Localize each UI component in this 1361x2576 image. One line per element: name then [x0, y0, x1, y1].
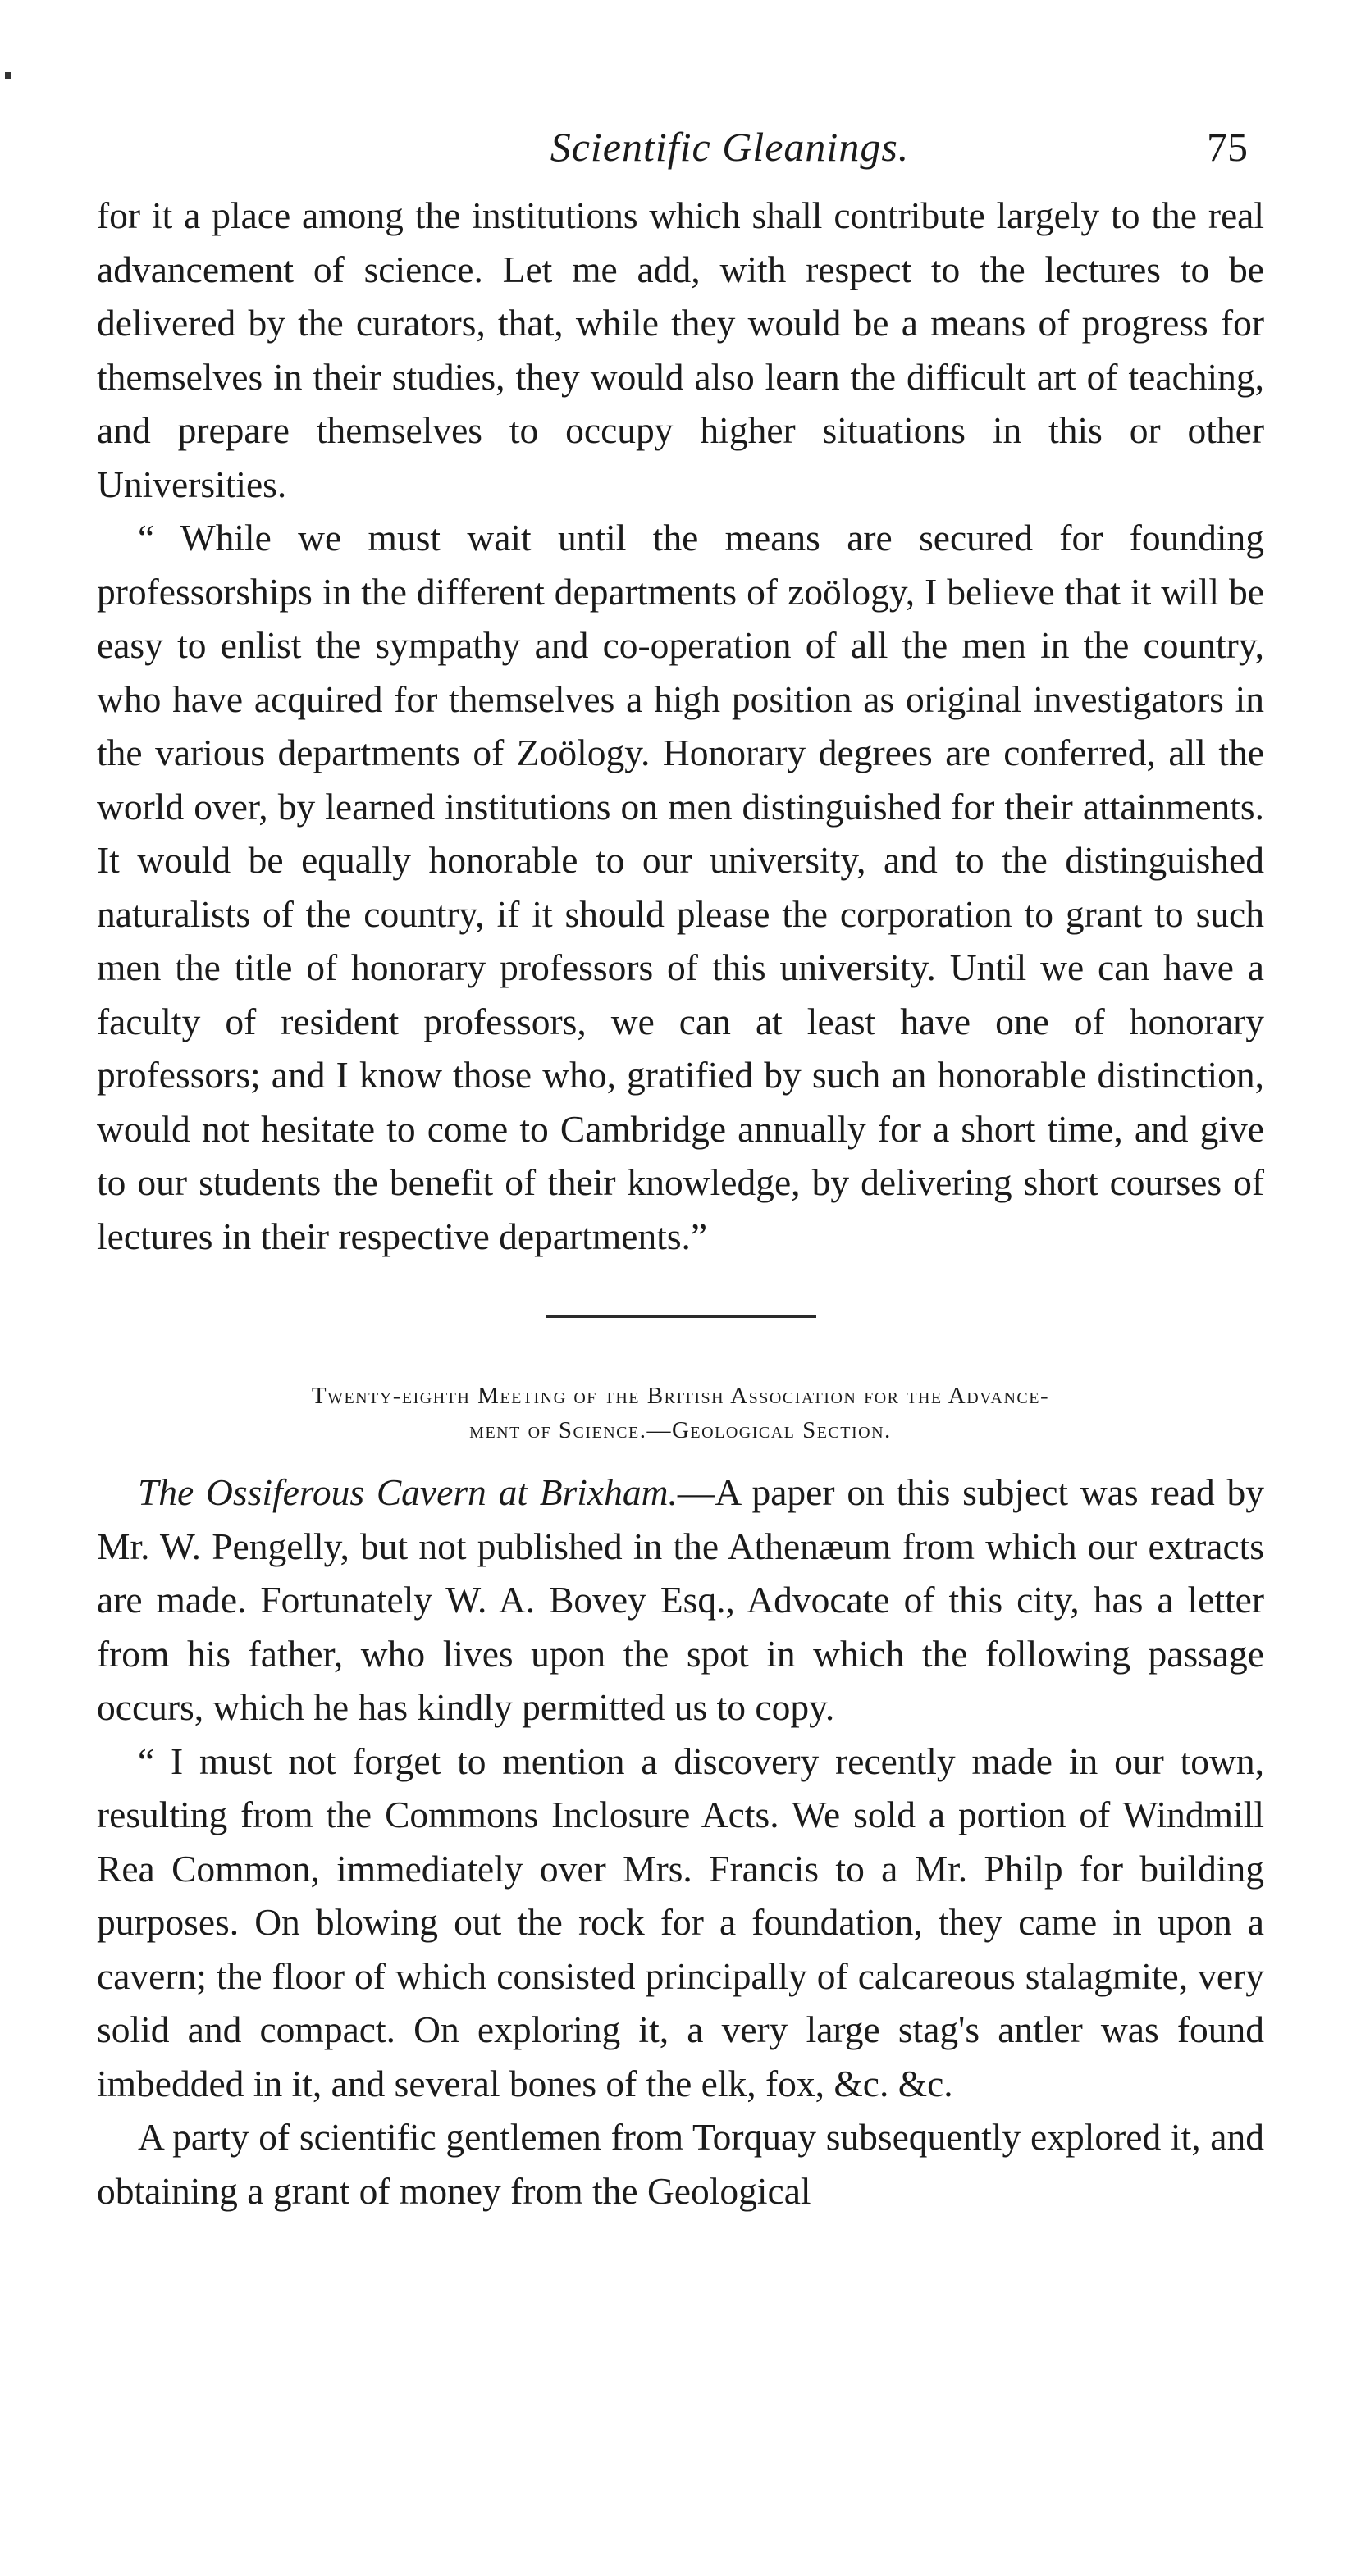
- paragraph-torquay-party: A party of scientific gentlemen from Torquay subsequently explored it, and obtaining a grant of money from the Geological: [97, 2116, 1264, 2212]
- running-head: [97, 123, 1264, 189]
- section-heading-line: Twenty-eighth Meeting of the British Association for the Advance-: [311, 1383, 1050, 1409]
- paragraph-italic-title: The Ossiferous Cavern at Brixham.: [138, 1471, 678, 1513]
- paragraph-quote-discovery: “ I must not forget to mention a discovery recently made in our town, resulting from the Commons Inclosure Acts. We sold a portion of Windmill Rea Common, immediately over Mrs. Francis to a Mr. Philp for building purposes. On blowing out the rock for a foundation, they came in upon a cavern; the floor of which consisted principally of calcareous stalagmite, very solid and compact. On exploring it, a very large stag's antler was found imbedded in it, and several bones of the elk, fox, &c. &c.: [97, 1739, 1264, 2104]
- paragraph-continuation: for it a place among the institutions which shall contribute largely to the real advancement of science. Let me add, with respect to the lectures to be delivered by the curators, that, while they would be a means of progress for themselves in their studies, they would also learn the difficult art of teaching, and prepare themselves to occupy higher situations in this or other Universities.: [97, 194, 1264, 505]
- paragraph-brixham-cavern: [97, 1466, 1264, 1735]
- section-heading: [97, 1379, 1264, 1448]
- margin-mark: [5, 72, 11, 79]
- section-heading-line: ment of Science.—Geological Section.: [469, 1417, 892, 1443]
- paragraph-text: —A paper on this subject was read by Mr. W. Pengelly, but not published in the Athenæum from which our extracts are made. Fortunately W. A. Bovey Esq., Advocate of this city, has a letter from his father, who lives upon the spot in which the following passage occurs, which he has kindly permitted us to copy.: [97, 1471, 1265, 1728]
- page-number: 75: [1207, 124, 1248, 170]
- paragraph-quote-professorships: “ While we must wait until the means are secured for founding professorships in the different departments of zoölogy, I believe that it will be easy to enlist the sympathy and co-operation of all the men in the country, who have acquired for themselves a high position as original investigators in the various departments of Zoölogy. Honorary degrees are conferred, all the world over, by learned institutions on men distinguished for their attainments. It would be equally honorable to our university, and to the distinguished naturalists of the country, if it should please the corporation to grant to such men the title of honorary professors of this university. Until we can have a faculty of resident professors, we can at least have one of honorary professors; and I know those who, gratified by such an honorable distinction, would not hesitate to come to Cambridge annually for a short time, and give to our students the benefit of their knowledge, by delivering short courses of lectures in their respective departments.”: [97, 517, 1264, 1257]
- section-divider: [546, 1315, 816, 1318]
- running-title: Scientific Gleanings.: [550, 124, 910, 170]
